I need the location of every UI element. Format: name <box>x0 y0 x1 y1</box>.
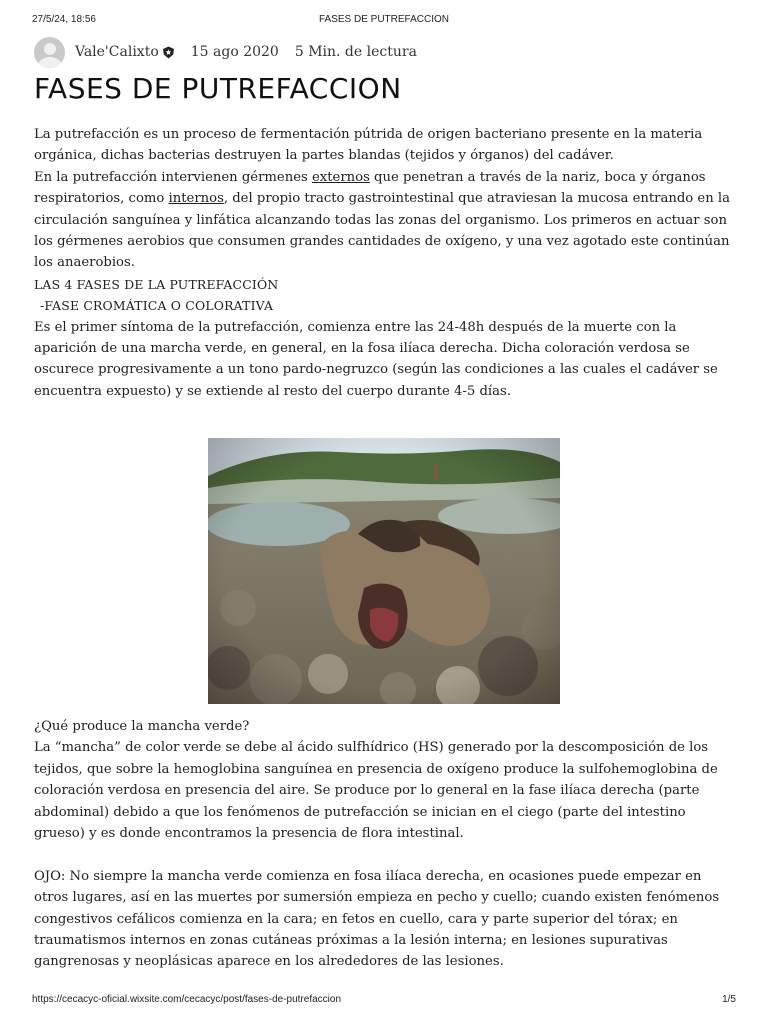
paragraph-phase1: Es el primer síntoma de la putrefacción, comienza entre las 24-48h después de la muerte con la aparición de una marcha verde, en general, en la fosa ilíaca derecha. Dicha coloración verdosa se oscurece progresivamente a un tono pardo-negruzco (según las condiciones a las cuales el cadáver se encuentra expuesto) y se extiende al resto del cuerpo durante 4-5 días. <box>34 319 718 399</box>
paragraph-germs-b: que penetran a través de la nariz, boca y órganos respiratorios, como <box>34 169 706 207</box>
paragraph-germs-a: En la putrefacción intervienen gérmenes <box>34 169 312 185</box>
forensic-photo <box>208 438 560 704</box>
post-body-bottom <box>34 716 736 973</box>
print-datetime: 27/5/24, 18:56 <box>32 14 96 25</box>
post-date: 15 ago 2020 <box>190 44 279 60</box>
paragraph-note: OJO: No siempre la mancha verde comienza en fosa ilíaca derecha, en ocasiones puede empezar en otros lugares, así en las muertes por sumersión empieza en pecho y cuello; cuando existen fenómenos congestivos cefálicos comienza en la cara; en fetos en cuello, cara y parte superior del tórax; en traumatismos internos en zonas cutáneas próximas a la lesión interna; en lesiones supurativas gangrenosas y neoplásicas aparece en los alrededores de las lesiones. <box>34 868 720 970</box>
page-number: 1/5 <box>722 994 736 1005</box>
post-body-top <box>34 124 736 402</box>
user-avatar-icon[interactable] <box>34 37 65 68</box>
paragraph-germs <box>34 167 736 274</box>
heading-phases: LAS 4 FASES DE LA PUTREFACCIÓN <box>34 276 279 292</box>
post-title: FASES DE PUTREFACCION <box>34 72 402 105</box>
print-url[interactable]: https://cecacyc-oficial.wixsite.com/cecacyc/post/fases-de-putrefaccion <box>32 994 342 1005</box>
paragraph-intro: La putrefacción es un proceso de fermentación pútrida de origen bacteriano presente en la materia orgánica, dichas bacterias destruyen la partes blandas (tejidos y órganos) del cadáver. <box>34 127 703 164</box>
question-green-stain: ¿Qué produce la mancha verde? <box>34 719 250 734</box>
author-name[interactable]: Vale'Calixto <box>75 44 159 60</box>
print-header <box>32 14 736 30</box>
print-footer <box>32 994 736 1010</box>
print-doc-title: FASES DE PUTREFACCION <box>318 14 450 25</box>
admin-badge-icon <box>162 46 175 59</box>
link-externos[interactable]: externos <box>311 169 370 185</box>
paragraph-germs-c: , del propio tracto gastrointestinal que atraviesan la mucosa entrando en la circulación sanguínea y linfática alcanzando todas las zonas del organismo. Los primeros en actuar son los gérmenes aerobios que consumen grandes cantidades de oxígeno, y una vez agotado este continúan los anaerobios. <box>34 191 730 271</box>
link-internos[interactable]: internos <box>168 191 224 207</box>
paragraph-green-stain: La “mancha” de color verde se debe al ácido sulfhídrico (HS) generado por la descomposición de los tejidos, que sobre la hemoglobina sanguínea en presencia de oxígeno produce la sulfohemoglobina de coloración verdosa en presencia del aire. Se produce por lo general en la fase ilíaca derecha (parte abdominal) debido a que los fenómenos de putrefacción se inician en el ciego (parte del intestino grueso) y es donde encontramos la presencia de flora intestinal. <box>34 740 718 842</box>
heading-phase1: -FASE CROMÁTICA O COLORATIVA <box>40 298 274 314</box>
post-meta <box>34 36 417 68</box>
read-time: 5 Min. de lectura <box>294 44 417 60</box>
